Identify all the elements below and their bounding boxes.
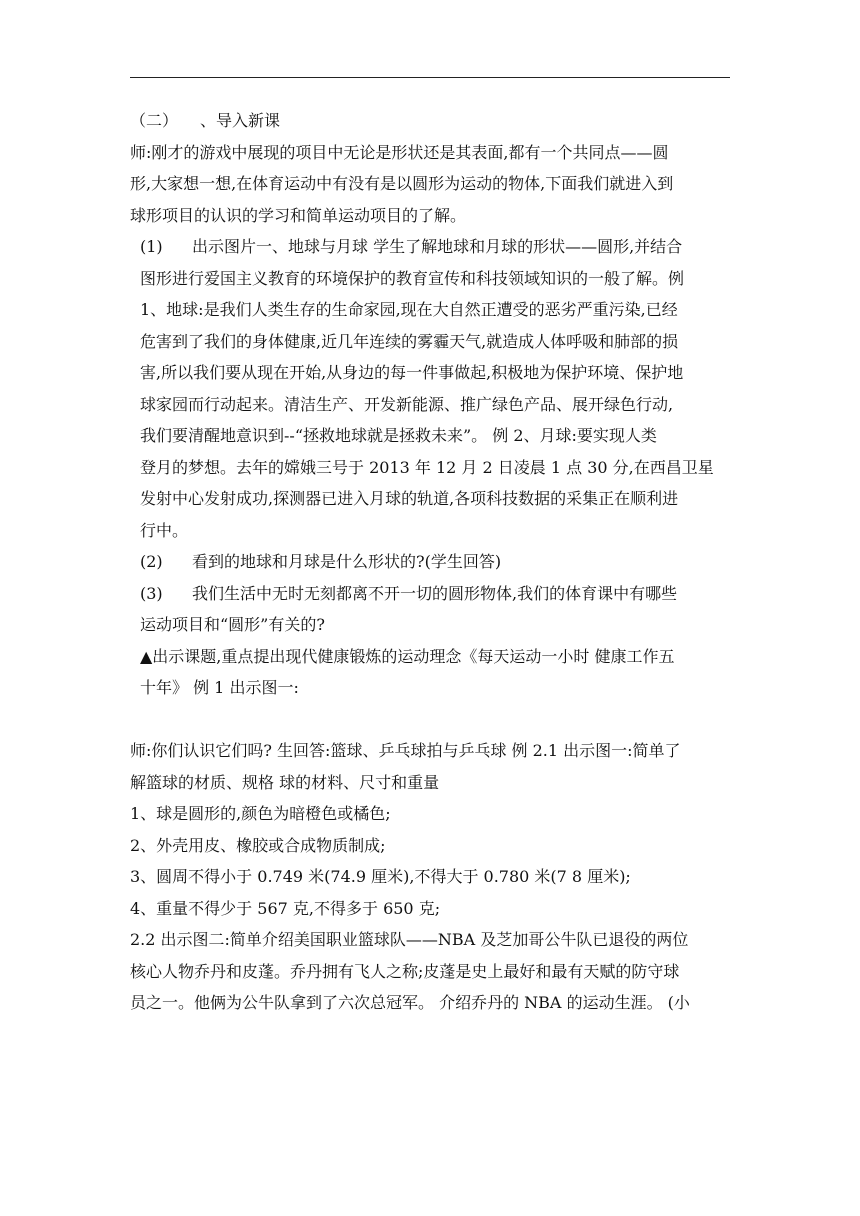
nba-paragraph (130, 924, 730, 1019)
text-line: ▲出示课题,重点提出现代健康锻炼的运动理念《每天运动一小时 健康工作五 (140, 646, 675, 666)
text-line: 2.2 出示图二:简单介绍美国职业篮球队——NBA 及芝加哥公牛队已退役的两位 (130, 930, 689, 949)
text-line: 形,大家想一想,在体育运动中有没有是以圆形为运动的物体,下面我们就进入到 (130, 174, 674, 193)
text-line: 师:刚才的游戏中展现的项目中无论是形状还是其表面,都有一个共同点——圆 (130, 142, 669, 162)
blank-space (130, 704, 730, 736)
text-line: 图形进行爱国主义教育的环境保护的教育宣传和科技领域知识的一般了解。例 (140, 268, 685, 288)
text-line: 我们要清醒地意识到--“拯救地球就是拯救未来”。 例 2、月球:要实现人类 (140, 426, 657, 445)
text-line: 球家园而行动起来。清洁生产、开发新能源、推广绿色产品、展开绿色行动, (140, 394, 674, 414)
item-number: (3) (140, 583, 163, 603)
text-line: 十年》 例 1 出示图一: (140, 678, 299, 697)
text-line: 出示图片一、地球与月球 学生了解地球和月球的形状——圆形,并结合 (192, 237, 683, 256)
basketball-specs-list (130, 798, 730, 924)
list-item-2 (130, 546, 730, 578)
spec-item: 3、圆周不得小于 0.749 米(74.9 厘米),不得大于 0.780 米(7 8 厘米); (130, 867, 631, 886)
document-body (130, 105, 730, 1019)
section-title: 、导入新课 (200, 111, 281, 130)
text-line: 危害到了我们的身体健康,近几年连续的雾霾天气,就造成人体呼吸和肺部的损 (140, 331, 679, 351)
text-line: 登月的梦想。去年的嫦娥三号于 2013 年 12 月 2 日凌晨 1 点 30 分,在西昌卫星 (140, 457, 714, 477)
topic-paragraph (130, 641, 730, 704)
text-line: 我们生活中无时无刻都离不开一切的圆形物体,我们的体育课中有哪些 (192, 583, 678, 603)
spec-item: 2、外壳用皮、橡胶或合成物质制成; (130, 835, 386, 855)
text-line: 运动项目和“圆形”有关的? (140, 615, 325, 634)
spec-item: 4、重量不得少于 567 克,不得多于 650 克; (130, 898, 441, 918)
text-line: 解篮球的材质、规格 球的材料、尺寸和重量 (130, 772, 440, 792)
text-line: 师:你们认识它们吗? 生回答:篮球、乒乓球拍与乒乓球 例 2.1 出示图一:简单了 (130, 741, 681, 760)
section-number: （二） (130, 111, 179, 130)
text-line: 员之一。他俩为公牛队拿到了六次总冠军。 介绍乔丹的 NBA 的运动生涯。 (小 (130, 993, 690, 1012)
item-number: (2) (140, 552, 163, 571)
text-line: 行中。 (140, 520, 189, 540)
text-line: 球形项目的认识的学习和简单运动项目的了解。 (130, 205, 467, 225)
text-line: 核心人物乔丹和皮蓬。乔丹拥有飞人之称;皮蓬是史上最好和最有天赋的防守球 (130, 961, 680, 981)
text-line: 发射中心发射成功,探测器已进入月球的轨道,各项科技数据的采集正在顺利进 (140, 489, 679, 508)
teacher-intro-paragraph (130, 137, 730, 232)
text-line: 1、地球:是我们人类生存的生命家园,现在大自然正遭受的恶劣严重污染,已经 (140, 300, 678, 319)
header-rule (130, 77, 730, 78)
spec-item: 1、球是圆形的,颜色为暗橙色或橘色; (130, 804, 391, 823)
text-line: 看到的地球和月球是什么形状的?(学生回答) (192, 552, 502, 571)
list-item-1 (130, 231, 730, 546)
section-heading (130, 105, 730, 137)
item-number: (1) (140, 237, 163, 256)
teacher-question-paragraph (130, 735, 730, 798)
list-item-3 (130, 578, 730, 641)
text-line: 害,所以我们要从现在开始,从身边的每一件事做起,积极地为保护环境、保护地 (140, 363, 684, 382)
